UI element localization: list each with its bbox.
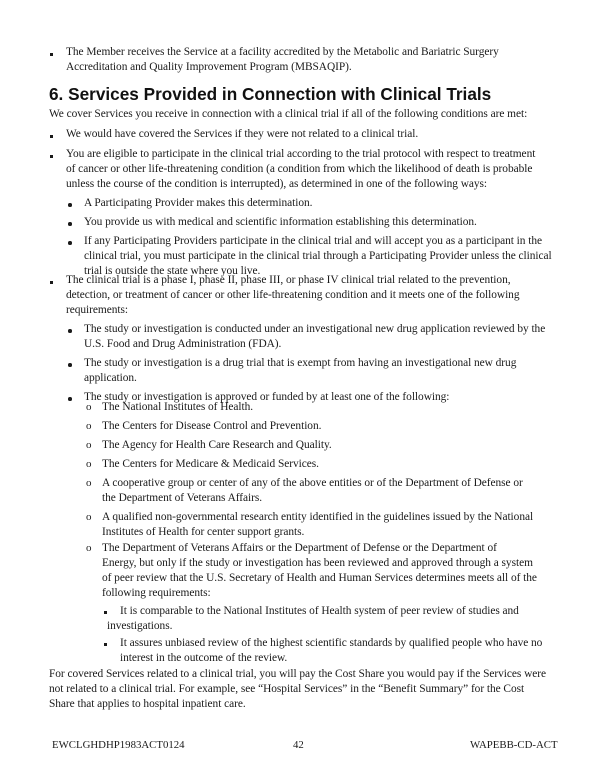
condition-line: You are eligible to participate in the clinical trial according to the trial protocol with respect to treatment bbox=[66, 148, 536, 160]
funder-line: The Centers for Disease Control and Prevention. bbox=[102, 420, 322, 432]
funder-line: Energy, but only if the study or investigation has been reviewed and approved through a system bbox=[102, 557, 533, 569]
condition-line: requirements: bbox=[66, 304, 128, 316]
circle-bullet-icon: o bbox=[86, 477, 92, 489]
way-line: If any Participating Providers participate in the clinical trial and will accept you as a participant in the bbox=[84, 235, 542, 247]
funder-line: The National Institutes of Health. bbox=[102, 401, 254, 413]
square-bullet-icon bbox=[50, 135, 53, 138]
circle-bullet-icon: o bbox=[86, 439, 92, 451]
funder-line: following requirements: bbox=[102, 587, 211, 599]
square-bullet-icon bbox=[50, 53, 53, 56]
square-bullet-icon bbox=[104, 611, 107, 614]
closing-line: Share that applies to hospital inpatient care. bbox=[49, 698, 246, 710]
condition-line: of cancer or other life-threatening condition (a condition from which the likelihood of death is probable bbox=[66, 163, 533, 175]
funder-line: Institutes of Health for center support grants. bbox=[102, 526, 305, 538]
way-line: clinical trial, you must participate in the clinical trial through a Participating Provider unless the clinical bbox=[84, 250, 552, 262]
funder-line: A cooperative group or center of any of the above entities or of the Department of Defense or bbox=[102, 477, 523, 489]
circle-bullet-icon: o bbox=[86, 401, 92, 413]
peer-review-line: It assures unbiased review of the highest scientific standards by qualified people who have no bbox=[120, 637, 543, 649]
section-lead: We cover Services you receive in connection with a clinical trial if all of the following conditions are met: bbox=[49, 108, 528, 120]
circle-bullet-icon: o bbox=[86, 458, 92, 470]
funder-line: The Agency for Health Care Research and Quality. bbox=[102, 439, 332, 451]
dot-bullet-icon bbox=[68, 203, 72, 207]
square-bullet-icon bbox=[104, 643, 107, 646]
condition-line: We would have covered the Services if they were not related to a clinical trial. bbox=[66, 128, 419, 140]
circle-bullet-icon: o bbox=[86, 542, 92, 554]
closing-line: not related to a clinical trial. For example, see “Hospital Services” in the “Benefit Summary” for the Cost bbox=[49, 683, 525, 695]
intro-bullet-line: Accreditation and Quality Improvement Program (MBSAQIP). bbox=[66, 61, 352, 73]
footer-page-number: 42 bbox=[293, 739, 304, 751]
circle-bullet-icon: o bbox=[86, 511, 92, 523]
funder-line: A qualified non-governmental research entity identified in the guidelines issued by the National bbox=[102, 511, 534, 523]
dot-bullet-icon bbox=[68, 241, 72, 245]
condition-line: The clinical trial is a phase I, phase II, phase III, or phase IV clinical trial related to the prevention, bbox=[66, 274, 511, 286]
closing-line: For covered Services related to a clinical trial, you will pay the Cost Share you would pay if the Services were bbox=[49, 668, 547, 680]
square-bullet-icon bbox=[50, 281, 53, 284]
condition-line: unless the course of the condition is interrupted), as determined in one of the following ways: bbox=[66, 178, 488, 190]
way-line: trial is outside the state where you live. bbox=[84, 265, 261, 277]
peer-review-line: It is comparable to the National Institutes of Health system of peer review of studies and bbox=[120, 605, 519, 617]
footer-doc-code: EWCLGHDHP1983ACT0124 bbox=[52, 739, 185, 751]
funder-line: of peer review that the U.S. Secretary of Health and Human Services determines meets all of the bbox=[102, 572, 537, 584]
requirement-line: The study or investigation is a drug trial that is exempt from having an investigational new drug bbox=[84, 357, 517, 369]
circle-bullet-icon: o bbox=[86, 420, 92, 432]
requirement-line: U.S. Food and Drug Administration (FDA). bbox=[84, 338, 282, 350]
peer-review-line: interest in the outcome of the review. bbox=[120, 652, 288, 664]
intro-bullet-line: The Member receives the Service at a facility accredited by the Metabolic and Bariatric Surgery bbox=[66, 46, 499, 58]
square-bullet-icon bbox=[50, 155, 53, 158]
requirement-line: The study or investigation is approved or funded by at least one of the following: bbox=[84, 391, 450, 403]
way-line: A Participating Provider makes this determination. bbox=[84, 197, 313, 209]
condition-line: detection, or treatment of cancer or other life-threatening condition and it meets one of the following bbox=[66, 289, 520, 301]
requirement-line: application. bbox=[84, 372, 137, 384]
footer-form-code: WAPEBB-CD-ACT bbox=[470, 739, 558, 751]
dot-bullet-icon bbox=[68, 222, 72, 226]
dot-bullet-icon bbox=[68, 329, 72, 333]
requirement-line: The study or investigation is conducted under an investigational new drug application reviewed by the bbox=[84, 323, 546, 335]
peer-review-line: investigations. bbox=[107, 620, 173, 632]
section-heading: 6. Services Provided in Connection with Clinical Trials bbox=[49, 84, 492, 104]
funder-line: The Department of Veterans Affairs or the Department of Defense or the Department of bbox=[102, 542, 497, 554]
way-line: You provide us with medical and scientific information establishing this determination. bbox=[84, 216, 477, 228]
dot-bullet-icon bbox=[68, 363, 72, 367]
funder-line: The Centers for Medicare & Medicaid Services. bbox=[102, 458, 319, 470]
funder-line: the Department of Veterans Affairs. bbox=[102, 492, 263, 504]
dot-bullet-icon bbox=[68, 397, 72, 401]
